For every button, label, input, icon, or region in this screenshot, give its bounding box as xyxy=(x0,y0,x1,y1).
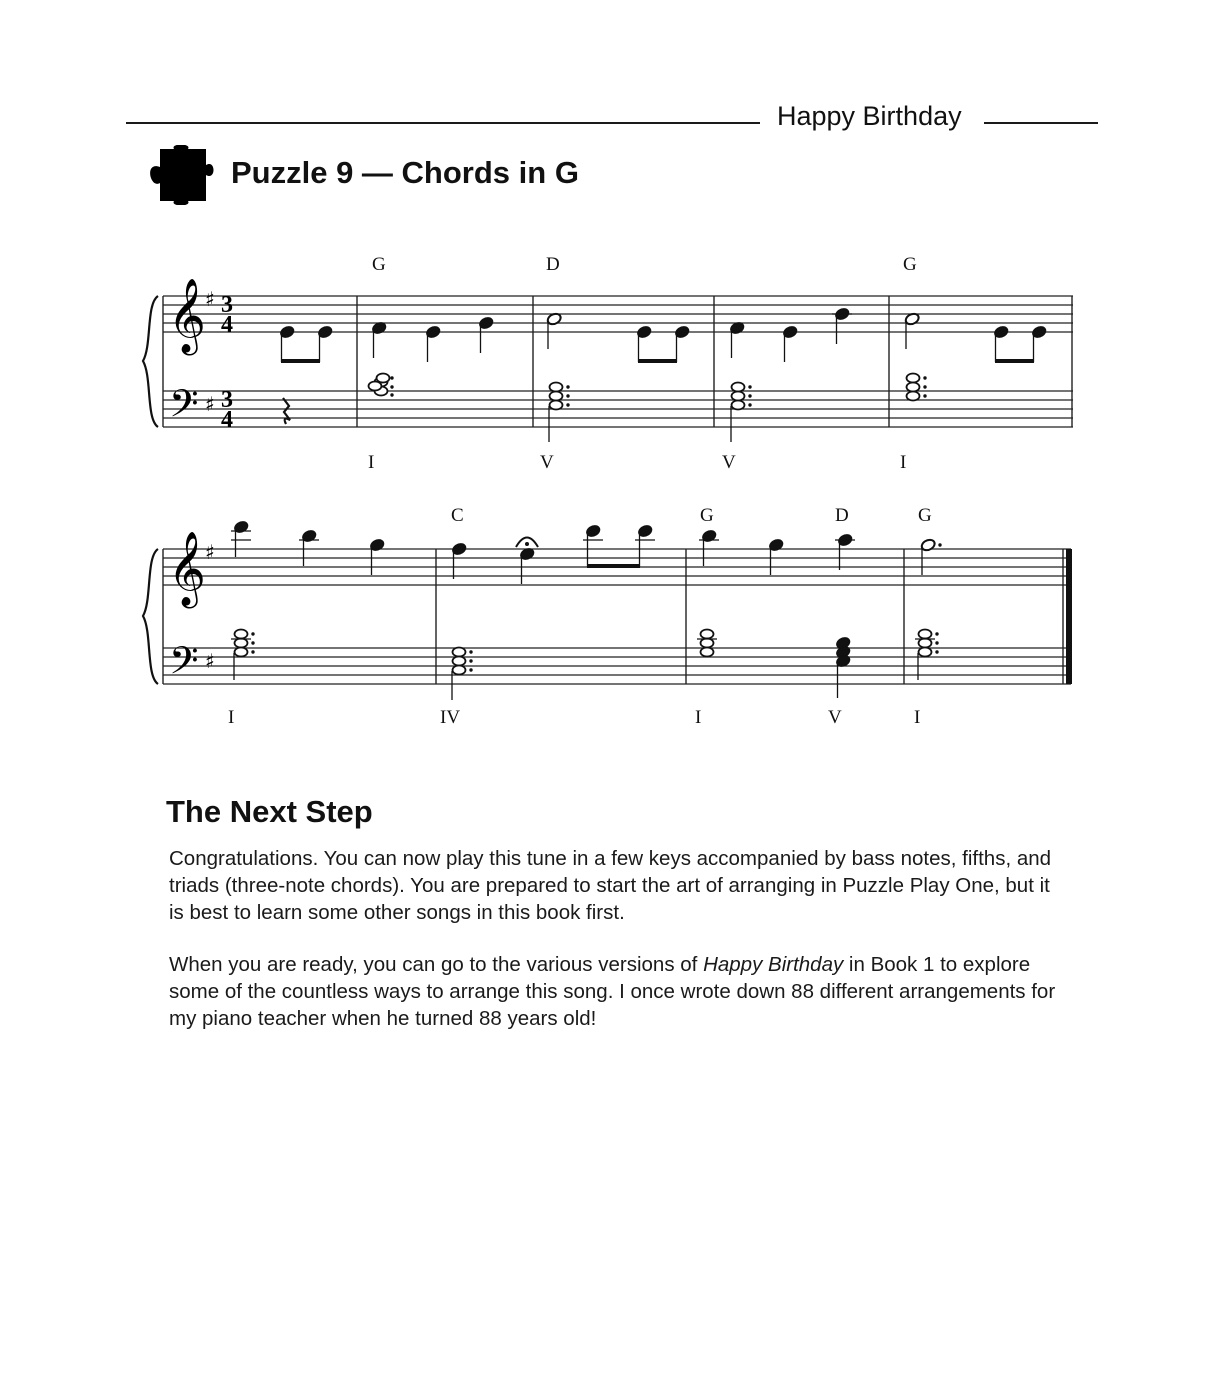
chord-symbol: D xyxy=(546,254,560,275)
system-2 xyxy=(143,505,1072,728)
chord-I xyxy=(697,630,717,657)
section-heading: The Next Step xyxy=(166,794,373,829)
key-sharp: ♯ xyxy=(205,287,215,311)
roman-numeral: I xyxy=(228,707,235,728)
bass-chords xyxy=(283,374,927,443)
chord-I xyxy=(369,374,394,397)
treble-notes xyxy=(281,309,1046,363)
treble-clef-icon: 𝄞 xyxy=(168,279,206,353)
chord-symbol: G xyxy=(918,505,932,526)
bass-staff-lines xyxy=(163,648,1071,684)
paragraph: Congratulations. You can now play this tune in a few keys accompanied by bass notes, fifths, and triads (three-note chords). You are prepared to start the art of arranging in Puzzle Play One, but it is best to learn some other songs in this book first. xyxy=(169,847,1052,924)
system-1 xyxy=(143,254,1073,473)
paragraph xyxy=(169,952,1059,1032)
final-barline xyxy=(1066,549,1072,684)
running-head: Happy Birthday xyxy=(777,101,962,131)
roman-numeral: V xyxy=(828,707,842,728)
book-title-italic: Happy Birthday xyxy=(703,953,844,976)
chord-symbol: G xyxy=(372,254,386,275)
brace xyxy=(143,296,158,427)
bass-clef-icon: 𝄢 xyxy=(169,381,199,435)
paragraph-text: in Book 1 to explore some of the countless ways to arrange this song. I once wrote down 88 different arrangements for my piano teacher when he turned 88 years old! xyxy=(169,953,1056,1030)
key-sharp: ♯ xyxy=(205,649,215,673)
roman-numeral: I xyxy=(368,452,375,473)
puzzle-title: Puzzle 9 — Chords in G xyxy=(231,155,579,190)
roman-numeral: IV xyxy=(440,707,461,728)
chord-symbol: G xyxy=(903,254,917,275)
key-sharp: ♯ xyxy=(205,392,215,416)
time-signature-top: 3 xyxy=(221,387,233,413)
roman-numeral: V xyxy=(722,452,736,473)
chord-IV xyxy=(452,648,473,701)
roman-numeral: V xyxy=(540,452,554,473)
key-sharp: ♯ xyxy=(205,540,215,564)
time-signature-top: 3 xyxy=(221,292,233,318)
bass-clef-icon: 𝄢 xyxy=(169,638,199,692)
chord-I xyxy=(231,630,255,681)
chord-symbol: C xyxy=(451,505,464,526)
chord-V xyxy=(837,638,850,698)
chord-I xyxy=(907,374,927,401)
roman-numeral: I xyxy=(914,707,921,728)
treble-clef-icon: 𝄞 xyxy=(168,532,206,606)
chord-symbol: D xyxy=(835,505,849,526)
treble-notes xyxy=(231,522,942,584)
brace xyxy=(143,549,158,684)
chord-I xyxy=(915,630,939,681)
chord-symbol: G xyxy=(700,505,714,526)
quarter-rest xyxy=(283,398,290,424)
time-signature-bottom: 4 xyxy=(221,312,233,338)
roman-numeral: I xyxy=(695,707,702,728)
roman-numeral: I xyxy=(900,452,907,473)
barlines xyxy=(163,549,1063,684)
bass-staff-lines xyxy=(163,391,1073,427)
paragraph-text: When you are ready, you can go to the various versions of xyxy=(169,953,704,976)
bass-chords xyxy=(231,630,939,701)
time-signature-bottom: 4 xyxy=(221,407,233,433)
treble-staff-lines xyxy=(163,296,1073,332)
